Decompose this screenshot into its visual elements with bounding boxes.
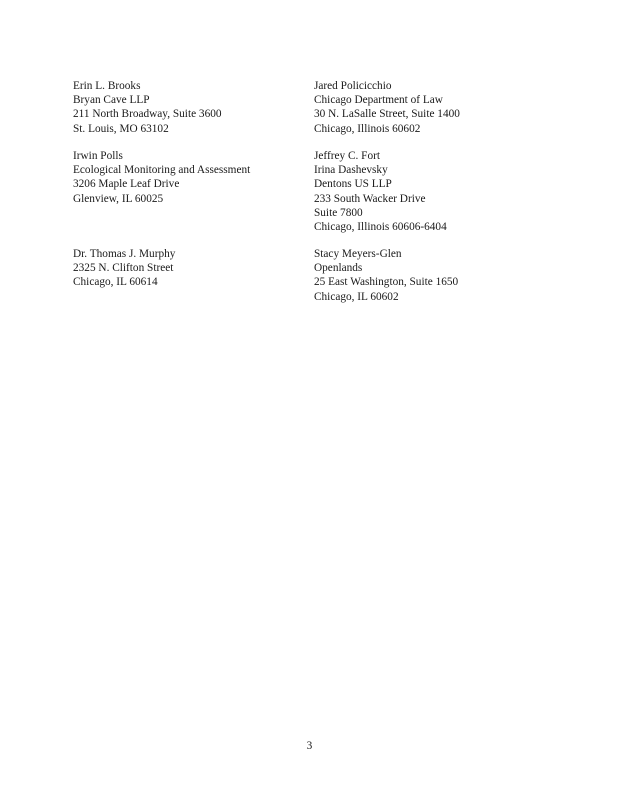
address-block-thomas-murphy <box>73 247 313 290</box>
address-block-irwin-polls <box>73 149 313 206</box>
address-organization: Openlands <box>314 262 363 275</box>
address-city: Chicago, Illinois 60606-6404 <box>314 221 447 234</box>
page-number: 3 <box>306 740 313 752</box>
address-name: Jared Policicchio <box>314 80 392 92</box>
address-organization: Bryan Cave LLP <box>73 94 150 107</box>
address-name: Stacy Meyers-Glen <box>314 248 402 260</box>
address-organization: Dentons US LLP <box>314 178 392 191</box>
address-name: Irina Dashevsky <box>314 164 388 177</box>
address-city: Glenview, IL 60025 <box>73 192 164 205</box>
address-name: Jeffrey C. Fort <box>314 150 380 162</box>
address-street: 2325 N. Clifton Street <box>73 262 174 275</box>
address-block-stacy-meyers-glen <box>314 247 554 304</box>
address-street: 211 North Broadway, Suite 3600 <box>73 108 222 121</box>
address-city: Chicago, Illinois 60602 <box>314 122 421 135</box>
address-city: Chicago, IL 60614 <box>73 276 158 289</box>
address-block-jared-policicchio <box>314 79 554 136</box>
address-name: Erin L. Brooks <box>73 80 141 92</box>
address-name: Dr. Thomas J. Murphy <box>73 248 176 260</box>
address-name: Irwin Polls <box>73 150 123 162</box>
address-suite: Suite 7800 <box>314 206 363 219</box>
address-street: 233 South Wacker Drive <box>314 192 426 205</box>
address-street: 3206 Maple Leaf Drive <box>73 178 180 191</box>
address-city: Chicago, IL 60602 <box>314 290 399 303</box>
address-block-erin-brooks <box>73 79 313 136</box>
address-organization: Chicago Department of Law <box>314 94 443 107</box>
address-street: 25 East Washington, Suite 1650 <box>314 276 459 289</box>
address-street: 30 N. LaSalle Street, Suite 1400 <box>314 108 460 121</box>
address-city: St. Louis, MO 63102 <box>73 122 169 135</box>
address-block-jeffrey-fort <box>314 149 554 234</box>
address-organization: Ecological Monitoring and Assessment <box>73 164 251 177</box>
